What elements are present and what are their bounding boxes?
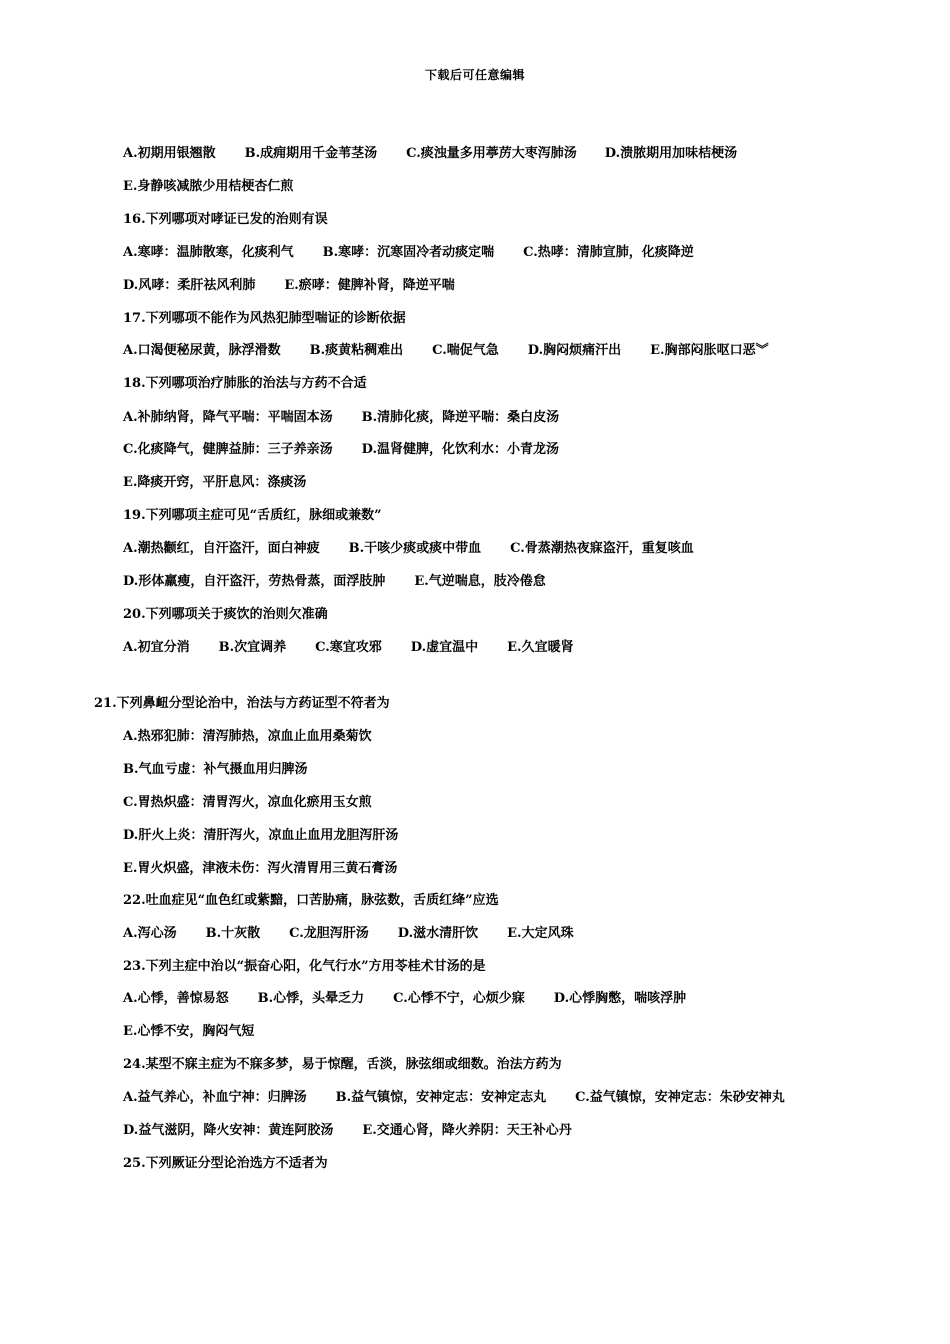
answer-option: C.热哮：清肺宣肺，化痰降逆 xyxy=(523,245,694,260)
answer-option: B.痰黄粘稠难出 xyxy=(309,343,404,358)
options-row xyxy=(123,1089,785,1107)
answer-option: E.胸部闷胀呕口恶︾ xyxy=(650,343,769,358)
answer-option: B.寒哮：沉寒固冷者动痰定喘 xyxy=(322,245,495,260)
answer-option: D.虚宜温中 xyxy=(410,640,479,655)
answer-option: B.十灰散 xyxy=(205,926,261,941)
page-header: 下载后可任意编辑 xyxy=(424,68,525,82)
options-row xyxy=(123,244,694,262)
options-row xyxy=(123,178,293,196)
answer-option: D.滋水清肝饮 xyxy=(397,926,479,941)
answer-option: D.温肾健脾，化饮利水：小青龙汤 xyxy=(361,442,559,457)
answer-option: D.心悸胸憋，喘咳浮肿 xyxy=(553,991,687,1006)
answer-option: A.热邪犯肺：清泻肺热，凉血止血用桑菊饮 xyxy=(123,729,372,744)
options-row xyxy=(123,1122,572,1140)
answer-option: A.益气养心，补血宁神：归脾汤 xyxy=(123,1090,307,1105)
answer-option: C.寒宜攻邪 xyxy=(315,640,382,655)
answer-option: C.胃热炽盛：清胃泻火，凉血化瘀用玉女煎 xyxy=(123,795,372,810)
answer-option: D.形体羸瘦，自汗盗汗，劳热骨蒸，面浮肢肿 xyxy=(123,574,386,589)
question-text: 20.下列哪项关于痰饮的治则欠准确 xyxy=(123,607,328,622)
options-row xyxy=(123,728,372,746)
answer-option: E.瘀哮：健脾补肾，降逆平喘 xyxy=(284,278,455,293)
answer-option: A.潮热颧红，自汗盗汗，面白神疲 xyxy=(123,541,320,556)
answer-option: E.心悸不安，胸闷气短 xyxy=(123,1024,255,1039)
options-row xyxy=(123,441,559,459)
options-row xyxy=(123,409,559,427)
question-text: 18.下列哪项治疗肺胀的治法与方药不合适 xyxy=(123,376,367,391)
question-text: 22.吐血症见“血色红或紫黯，口苦胁痛，脉弦数，舌质红绛”应选 xyxy=(123,893,499,908)
answer-option: B.清肺化痰，降逆平喘：桑白皮汤 xyxy=(361,410,560,425)
question-text: 19.下列哪项主症可见“舌质红，脉细或兼数” xyxy=(123,508,382,523)
options-row xyxy=(123,540,694,558)
answer-option: C.化痰降气，健脾益肺：三子养亲汤 xyxy=(123,442,333,457)
answer-option: E.气逆喘息，肢冷倦怠 xyxy=(414,574,546,589)
answer-option: E.胃火炽盛，津液未伤：泻火清胃用三黄石膏汤 xyxy=(123,861,398,876)
answer-option: D.益气滋阴，降火安神：黄连阿胶汤 xyxy=(123,1123,334,1138)
answer-option: B.益气镇惊，安神定志：安神定志丸 xyxy=(335,1090,547,1105)
options-row xyxy=(123,573,546,591)
answer-option: E.降痰开窍，平肝息风：涤痰汤 xyxy=(123,475,307,490)
answer-option: E.交通心肾，降火养阴：天王补心丹 xyxy=(362,1123,572,1138)
answer-option: C.心悸不宁，心烦少寐 xyxy=(393,991,525,1006)
options-row xyxy=(123,474,306,492)
answer-option: B.心悸，头晕乏力 xyxy=(257,991,365,1006)
options-row xyxy=(123,1023,254,1041)
options-row xyxy=(123,827,398,845)
answer-option: A.泻心汤 xyxy=(123,926,177,941)
answer-option: B.气血亏虚：补气摄血用归脾汤 xyxy=(123,762,308,777)
answer-option: C.痰浊量多用葶苈大枣泻肺汤 xyxy=(406,146,577,161)
answer-option: A.初宜分消 xyxy=(123,640,190,655)
answer-option: E.身静咳减脓少用桔梗杏仁煎 xyxy=(123,179,294,194)
answer-option: E.大定风珠 xyxy=(507,926,574,941)
options-row xyxy=(123,342,769,360)
answer-option: D.风哮：柔肝祛风利肺 xyxy=(123,278,256,293)
options-row xyxy=(123,990,686,1008)
answer-option: A.寒哮：温肺散寒，化痰利气 xyxy=(123,245,294,260)
answer-option: B.干咳少痰或痰中带血 xyxy=(348,541,482,556)
answer-option: B.成痈期用千金苇茎汤 xyxy=(244,146,378,161)
question-text: 16.下列哪项对哮证已发的治则有误 xyxy=(123,212,328,227)
options-row xyxy=(123,794,372,812)
answer-option: B.次宜调养 xyxy=(218,640,287,655)
answer-option: E.久宜暖肾 xyxy=(507,640,574,655)
options-row xyxy=(123,145,737,163)
question-text: 23.下列主症中治以“振奋心阳，化气行水”方用苓桂术甘汤的是 xyxy=(123,959,486,974)
question-text: 24.某型不寐主症为不寐多梦，易于惊醒，舌淡，脉弦细或细数。治法方药为 xyxy=(123,1057,562,1072)
answer-option: D.胸闷烦痛汗出 xyxy=(527,343,622,358)
answer-option: C.骨蒸潮热夜寐盗汗，重复咳血 xyxy=(510,541,694,556)
options-row xyxy=(123,639,574,657)
question-text: 21.下列鼻衄分型论治中，治法与方药证型不符者为 xyxy=(94,696,390,711)
answer-option: C.龙胆泻肝汤 xyxy=(289,926,369,941)
answer-option: A.心悸，善惊易怒 xyxy=(123,991,229,1006)
question-text: 17.下列哪项不能作为风热犯肺型喘证的诊断依据 xyxy=(123,311,406,326)
answer-option: A.口渴便秘尿黄，脉浮滑数 xyxy=(123,343,281,358)
options-row xyxy=(123,925,574,943)
question-text: 25.下列厥证分型论治选方不适者为 xyxy=(123,1156,328,1171)
answer-option: A.初期用银翘散 xyxy=(123,146,216,161)
options-row xyxy=(123,761,308,779)
answer-option: D.溃脓期用加味桔梗汤 xyxy=(604,146,738,161)
options-row xyxy=(123,860,397,878)
answer-option: C.益气镇惊，安神定志：朱砂安神丸 xyxy=(575,1090,785,1105)
options-row xyxy=(123,277,455,295)
answer-option: A.补肺纳肾，降气平喘：平喘固本汤 xyxy=(123,410,333,425)
answer-option: D.肝火上炎：清肝泻火，凉血止血用龙胆泻肝汤 xyxy=(123,828,399,843)
answer-option: C.喘促气急 xyxy=(432,343,499,358)
